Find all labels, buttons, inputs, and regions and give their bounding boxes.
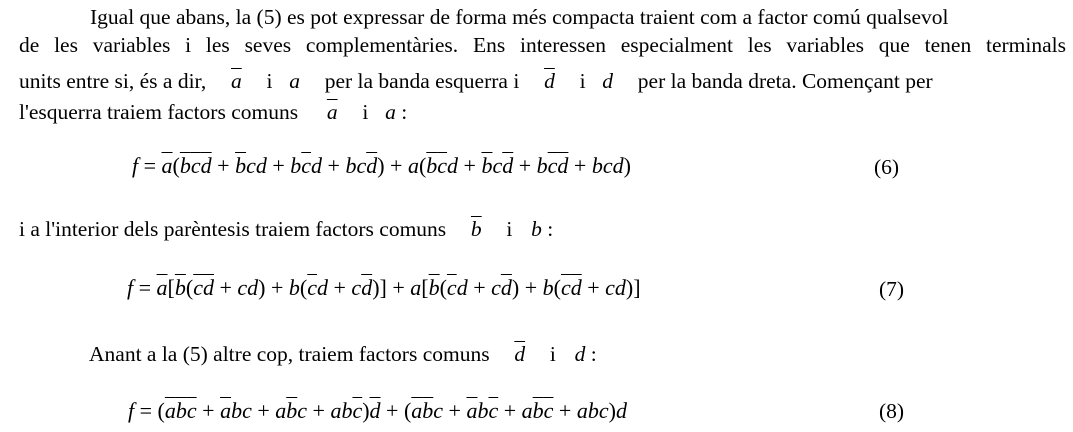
math-d-bar: $\overline{d}$ [544,69,555,93]
conjunction: i [506,217,513,241]
paragraph-2 [19,214,553,245]
math-b-bar: $\overline{b}$ [470,217,482,241]
conjunction: i [266,69,273,93]
math-d: d [602,69,614,93]
math-a-bar: $\overline{a}$ [326,100,338,124]
colon: : [547,217,554,241]
equation-8: $f = (\overline{a}\overline{b}\overline{c} + \overline{a}bc + a\overline{b}c + ab\overline{c})\overline{d} + (\overline{a}\overline{b}c + \overline{a}b\overline{c} + a\overline{b}\overline{c} + abc)d$ [128,398,627,423]
text-fragment: units entre si, és a dir, [19,69,207,93]
conjunction: i [549,342,556,366]
math-b: b [531,217,542,241]
text-fragment: per la banda esquerra i [324,69,520,93]
colon: : [590,342,597,366]
math-a: a [385,100,396,124]
text-fragment: per la banda dreta. Començant per [637,69,933,93]
text-fragment: l'esquerra traiem factors comuns [19,100,299,124]
paragraph-line-4 [19,97,407,128]
conjunction: i [579,69,586,93]
equation-number: (8) [879,399,905,423]
equation-number: (7) [879,277,905,301]
equation-number: (6) [874,155,900,179]
equation-7: $f = \overline{a}[\overline{b}(\overline{c}\overline{d} + cd) + b(\overline{c}d + c\overline{d})] + a[\overline{b}(\overline{c}d + c\overline{d}) + b(\overline{c}\overline{d} + cd)]$ [127,275,641,300]
math-a: a [289,69,300,93]
text-fragment: i a l'interior dels parèntesis traiem factors comuns [19,217,447,241]
math-d: d [574,342,586,366]
paragraph-line-2: de les variables i les seves complementàries. Ens interessen especialment les variables que tenen terminals [19,33,1066,57]
math-d-bar: $\overline{d}$ [514,342,526,366]
colon: : [401,100,408,124]
equation-6: $f = \overline{a}(\overline{b}\overline{c}\overline{d} + \overline{b}cd + b\overline{c}d + bc\overline{d}) + a(\overline{b}\overline{c}d + \overline{b}c\overline{d} + b\overline{c}\overline{d} + bcd)$ [132,153,631,178]
paragraph-line-1: Igual que abans, la (5) es pot expressar de forma més compacta traient com a factor comú qualsevol [90,5,949,29]
paragraph-3 [89,339,597,370]
text-fragment: Anant a la (5) altre cop, traiem factors comuns [89,342,490,366]
paragraph-line-3 [19,66,933,97]
conjunction: i [362,100,369,124]
math-a-bar: $\overline{a}$ [230,69,242,93]
